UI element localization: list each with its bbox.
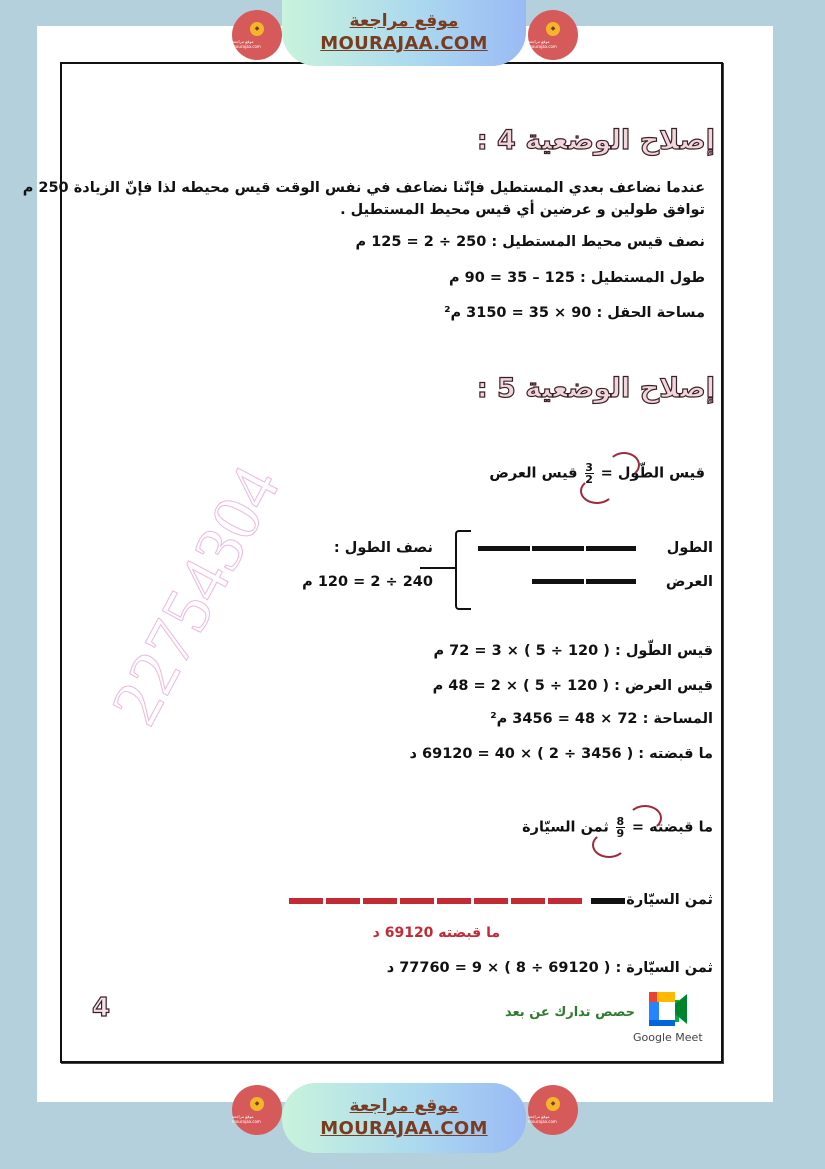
curly-brace bbox=[455, 530, 471, 610]
section5-title: إصلاح الوضعية 5 : bbox=[476, 373, 715, 404]
length-label: الطول bbox=[666, 540, 713, 556]
annotation-arc bbox=[592, 832, 626, 858]
received-segment bbox=[363, 898, 397, 904]
badge-text: موقع مراجعة mourajaa.com bbox=[232, 1113, 261, 1124]
ratio2-left: ما قبضته = bbox=[631, 819, 713, 836]
ratio-right: قيس العرض bbox=[489, 465, 578, 482]
received-segment bbox=[400, 898, 434, 904]
logo-icon: ◆ bbox=[546, 22, 560, 36]
logo-icon: ◆ bbox=[250, 22, 264, 36]
received-segment bbox=[511, 898, 545, 904]
meet-promo-text: حصص تدارك عن بعد bbox=[504, 1005, 635, 1020]
length-segment bbox=[586, 546, 636, 551]
watermark: 22754304 bbox=[95, 453, 295, 737]
car-price-label: ثمن السيّارة bbox=[626, 892, 713, 908]
annotation-arc bbox=[580, 478, 614, 504]
section5-line: ما قبضته : ( 3456 ÷ 2 ) × 40 = 69120 د bbox=[409, 746, 713, 762]
logo-badge-left bbox=[232, 1085, 282, 1135]
brace-tick bbox=[420, 567, 456, 569]
logo-icon: ◆ bbox=[546, 1097, 560, 1111]
width-segment bbox=[532, 579, 584, 584]
logo-badge-left bbox=[232, 10, 282, 60]
annotation-arc bbox=[608, 452, 640, 478]
section4-line: مساحة الحقل : 90 × 35 = 3150 م² bbox=[444, 305, 705, 321]
fraction-denominator: 2 bbox=[585, 473, 593, 486]
width-segment bbox=[586, 579, 636, 584]
site-banner-bottom[interactable] bbox=[282, 1083, 526, 1153]
section4-paragraph-line2: توافق طولين و عرضين أي قيس محيط المستطيل . bbox=[340, 202, 705, 218]
google-meet-icon bbox=[647, 990, 689, 1028]
received-segment bbox=[289, 898, 323, 904]
section4-line: نصف قيس محيط المستطيل : 250 ÷ 2 = 125 م bbox=[355, 234, 705, 250]
remaining-segment bbox=[591, 898, 625, 904]
banner-arabic: موقع مراجعة bbox=[349, 1096, 459, 1116]
received-segment bbox=[437, 898, 471, 904]
received-amount-label: ما قبضته 69120 د bbox=[372, 925, 500, 941]
site-banner-top[interactable] bbox=[282, 0, 526, 66]
section4-line: طول المستطيل : 125 – 35 = 90 م bbox=[448, 270, 705, 286]
badge-text: موقع مراجعة mourajaa.com bbox=[232, 38, 261, 49]
logo-badge-right bbox=[528, 1085, 578, 1135]
length-segment bbox=[532, 546, 584, 551]
section5-line: قيس العرض : ( 120 ÷ 5 ) × 2 = 48 م bbox=[432, 678, 713, 694]
ratio2-right: ثمن السيّارة bbox=[522, 819, 609, 836]
section4-title: إصلاح الوضعية 4 : bbox=[476, 125, 715, 156]
ratio-left: قيس الطّول = bbox=[600, 465, 705, 482]
width-label: العرض bbox=[665, 574, 713, 590]
half-length-calc: 240 ÷ 2 = 120 م bbox=[302, 574, 433, 590]
banner-latin: MOURAJAA.COM bbox=[320, 1118, 488, 1139]
meet-caption: Google Meet bbox=[633, 1031, 703, 1044]
fraction-denominator: 9 bbox=[616, 827, 625, 840]
fraction-numerator: 8 bbox=[616, 815, 625, 828]
section4-paragraph-line1: عندما نضاعف بعدي المستطيل فإنّنا نضاعف في نفس الوقت قيس محيطه لذا فإنّ الزيادة 250 م bbox=[22, 180, 705, 196]
banner-latin: MOURAJAA.COM bbox=[320, 33, 488, 54]
page-number: 4 bbox=[92, 993, 111, 1023]
final-line: ثمن السيّارة : ( 69120 ÷ 8 ) × 9 = 77760 د bbox=[386, 960, 713, 976]
received-segment bbox=[474, 898, 508, 904]
section5-line: قيس الطّول : ( 120 ÷ 5 ) × 3 = 72 م bbox=[433, 643, 713, 659]
fraction-numerator: 3 bbox=[585, 461, 593, 474]
half-length-label: نصف الطول : bbox=[333, 540, 433, 556]
received-segment bbox=[326, 898, 360, 904]
annotation-arc bbox=[628, 805, 662, 831]
badge-text: موقع مراجعة mourajaa.com bbox=[528, 1113, 557, 1124]
received-segment bbox=[548, 898, 582, 904]
length-segment bbox=[478, 546, 530, 551]
logo-badge-right bbox=[528, 10, 578, 60]
section5-line: المساحة : 72 × 48 = 3456 م² bbox=[490, 711, 713, 727]
badge-text: موقع مراجعة mourajaa.com bbox=[528, 38, 557, 49]
banner-arabic: موقع مراجعة bbox=[349, 11, 459, 31]
logo-icon: ◆ bbox=[250, 1097, 264, 1111]
